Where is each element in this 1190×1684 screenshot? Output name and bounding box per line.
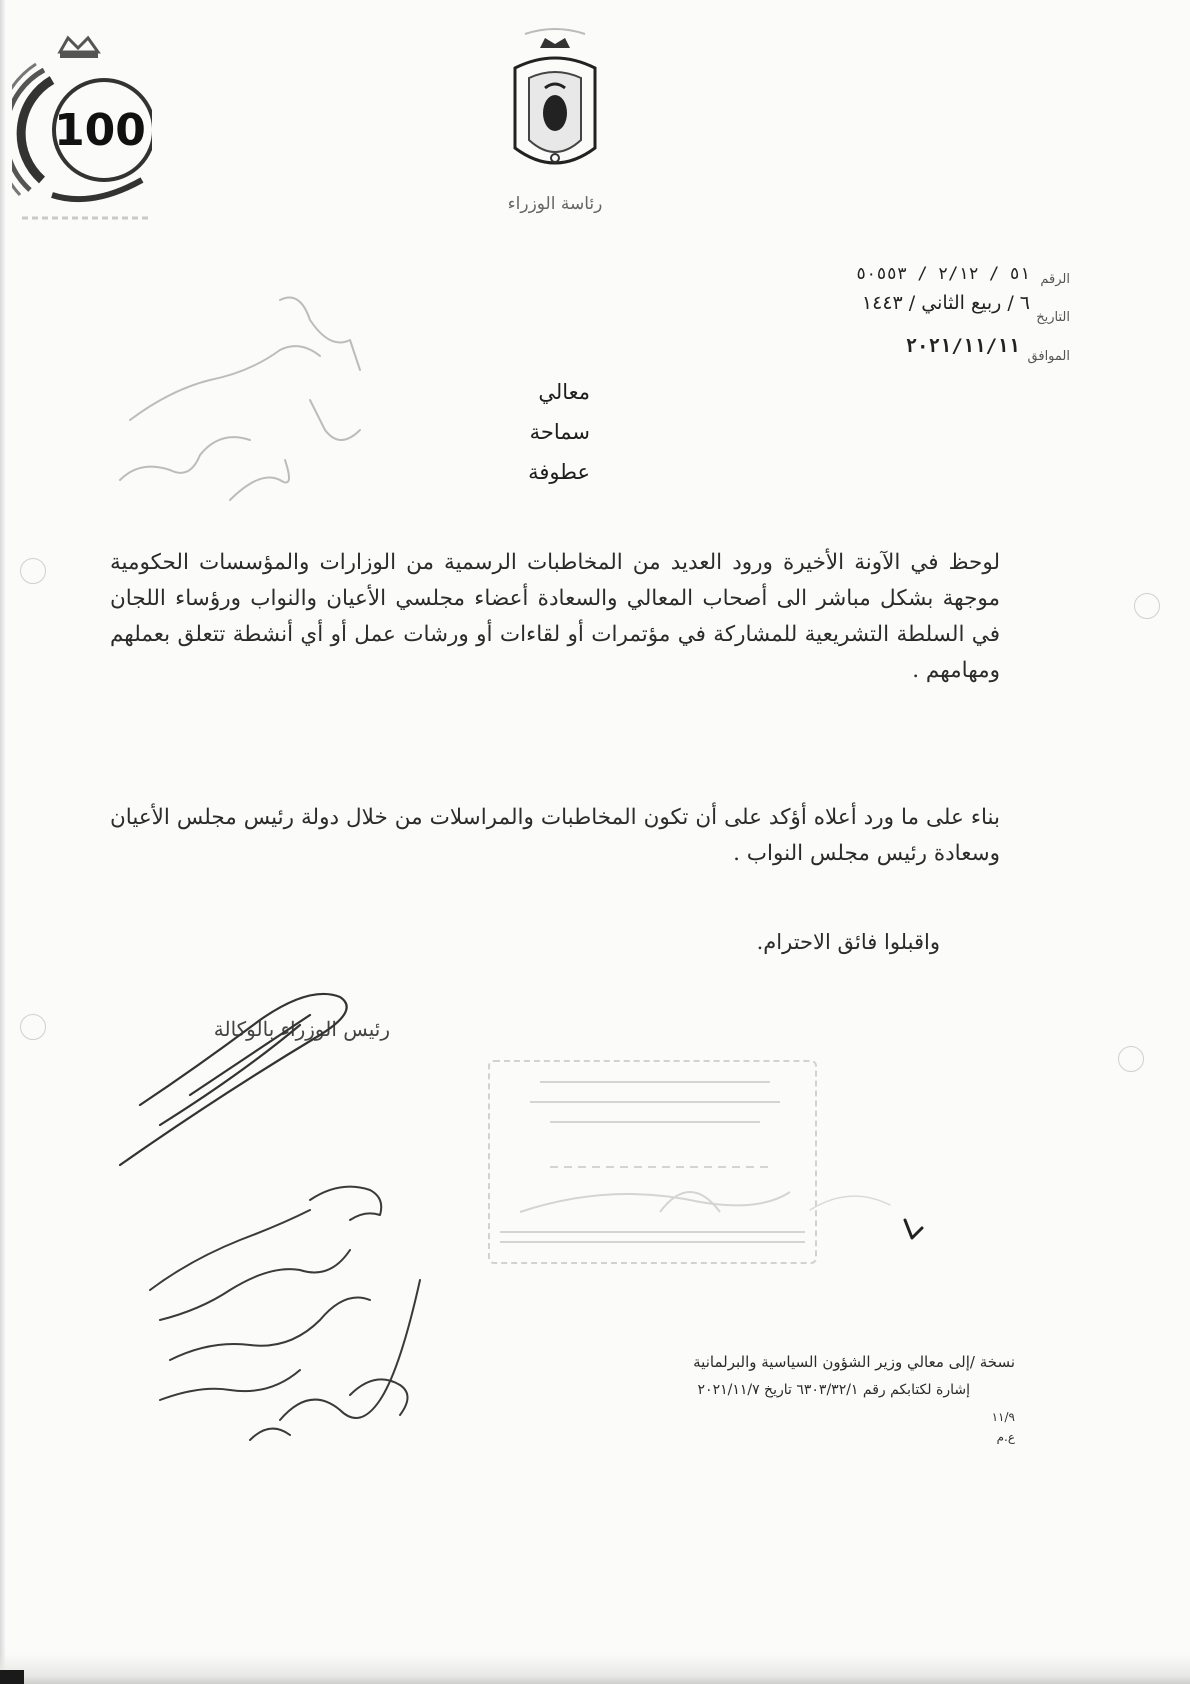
scan-corner-mark bbox=[0, 1670, 24, 1684]
gregorian-date-value: ٢٠٢١/١١/١١ bbox=[905, 335, 1020, 357]
scan-edge bbox=[0, 0, 6, 1684]
body-paragraph-1: لوحظ في الآونة الأخيرة ورود العديد من المخاطبات الرسمية من الوزارات والمؤسسات الحكومية موجهة بشكل مباشر الى أصحاب المعالي والسعادة أعضاء مجلسي الأعيان والنواب ورؤساء اللجان في السلطة التشريعية للمشاركة في مؤتمرات أو لقاءات أو ورشات عمل أو أي أنشطة تتعلق بعملهم ومهامهم . bbox=[110, 550, 1000, 683]
closing-line: واقبلوا فائق الاحترام. bbox=[756, 930, 940, 954]
addressee-line: سماحة bbox=[529, 420, 590, 444]
reference-number-value: ٥١ / ٢/١٢ / ٥٠٥٥٣ bbox=[855, 264, 1030, 284]
scan-shadow bbox=[0, 1654, 1190, 1684]
issuer-caption: رئاسة الوزراء bbox=[507, 194, 603, 214]
corresponding-date-label: الموافق bbox=[1027, 349, 1070, 364]
hijri-date-value: ٦ / ربيع الثاني / ١٤٤٣ bbox=[861, 292, 1030, 314]
body-paragraph-2: بناء على ما ورد أعلاه أؤكد على أن تكون المخاطبات والمراسلات من خلال دولة رئيس مجلس الأعيان وسعادة رئيس مجلس النواب . bbox=[110, 805, 1000, 866]
reference-number-label: الرقم bbox=[1040, 272, 1070, 287]
pencil-annotation bbox=[110, 280, 370, 520]
copy-to-line: نسخة /إلى معالي وزير الشؤون السياسية والبرلمانية bbox=[693, 1353, 1015, 1371]
initials-date: ١١/٩ bbox=[991, 1410, 1015, 1424]
coat-of-arms-icon bbox=[495, 28, 615, 188]
signatory-title: رئيس الوزراء بالوكالة bbox=[213, 1017, 390, 1041]
punch-hole bbox=[1134, 593, 1160, 619]
addressee-line: معالي bbox=[538, 380, 590, 404]
addressee-line: عطوفة bbox=[528, 460, 590, 484]
initials: ع.م bbox=[996, 1430, 1015, 1444]
svg-text:100: 100 bbox=[54, 105, 146, 156]
signature-scribble bbox=[100, 985, 370, 1175]
handwritten-referral bbox=[130, 1170, 450, 1460]
date-label: التاريخ bbox=[1036, 310, 1070, 325]
punch-hole bbox=[1118, 1046, 1144, 1072]
government-emblem bbox=[495, 28, 615, 228]
check-mark-icon bbox=[800, 1180, 930, 1250]
stamp-marks bbox=[490, 1062, 815, 1262]
punch-hole bbox=[20, 558, 46, 584]
copy-to-reference: إشارة لكتابكم رقم ٦٣٠٣/٣٢/١ تاريخ ٢٠٢١/١١/٧ bbox=[697, 1382, 970, 1398]
punch-hole bbox=[20, 1014, 46, 1040]
centennial-logo bbox=[12, 30, 152, 220]
centennial-logo-icon bbox=[12, 30, 152, 220]
faded-stamp bbox=[488, 1060, 817, 1264]
